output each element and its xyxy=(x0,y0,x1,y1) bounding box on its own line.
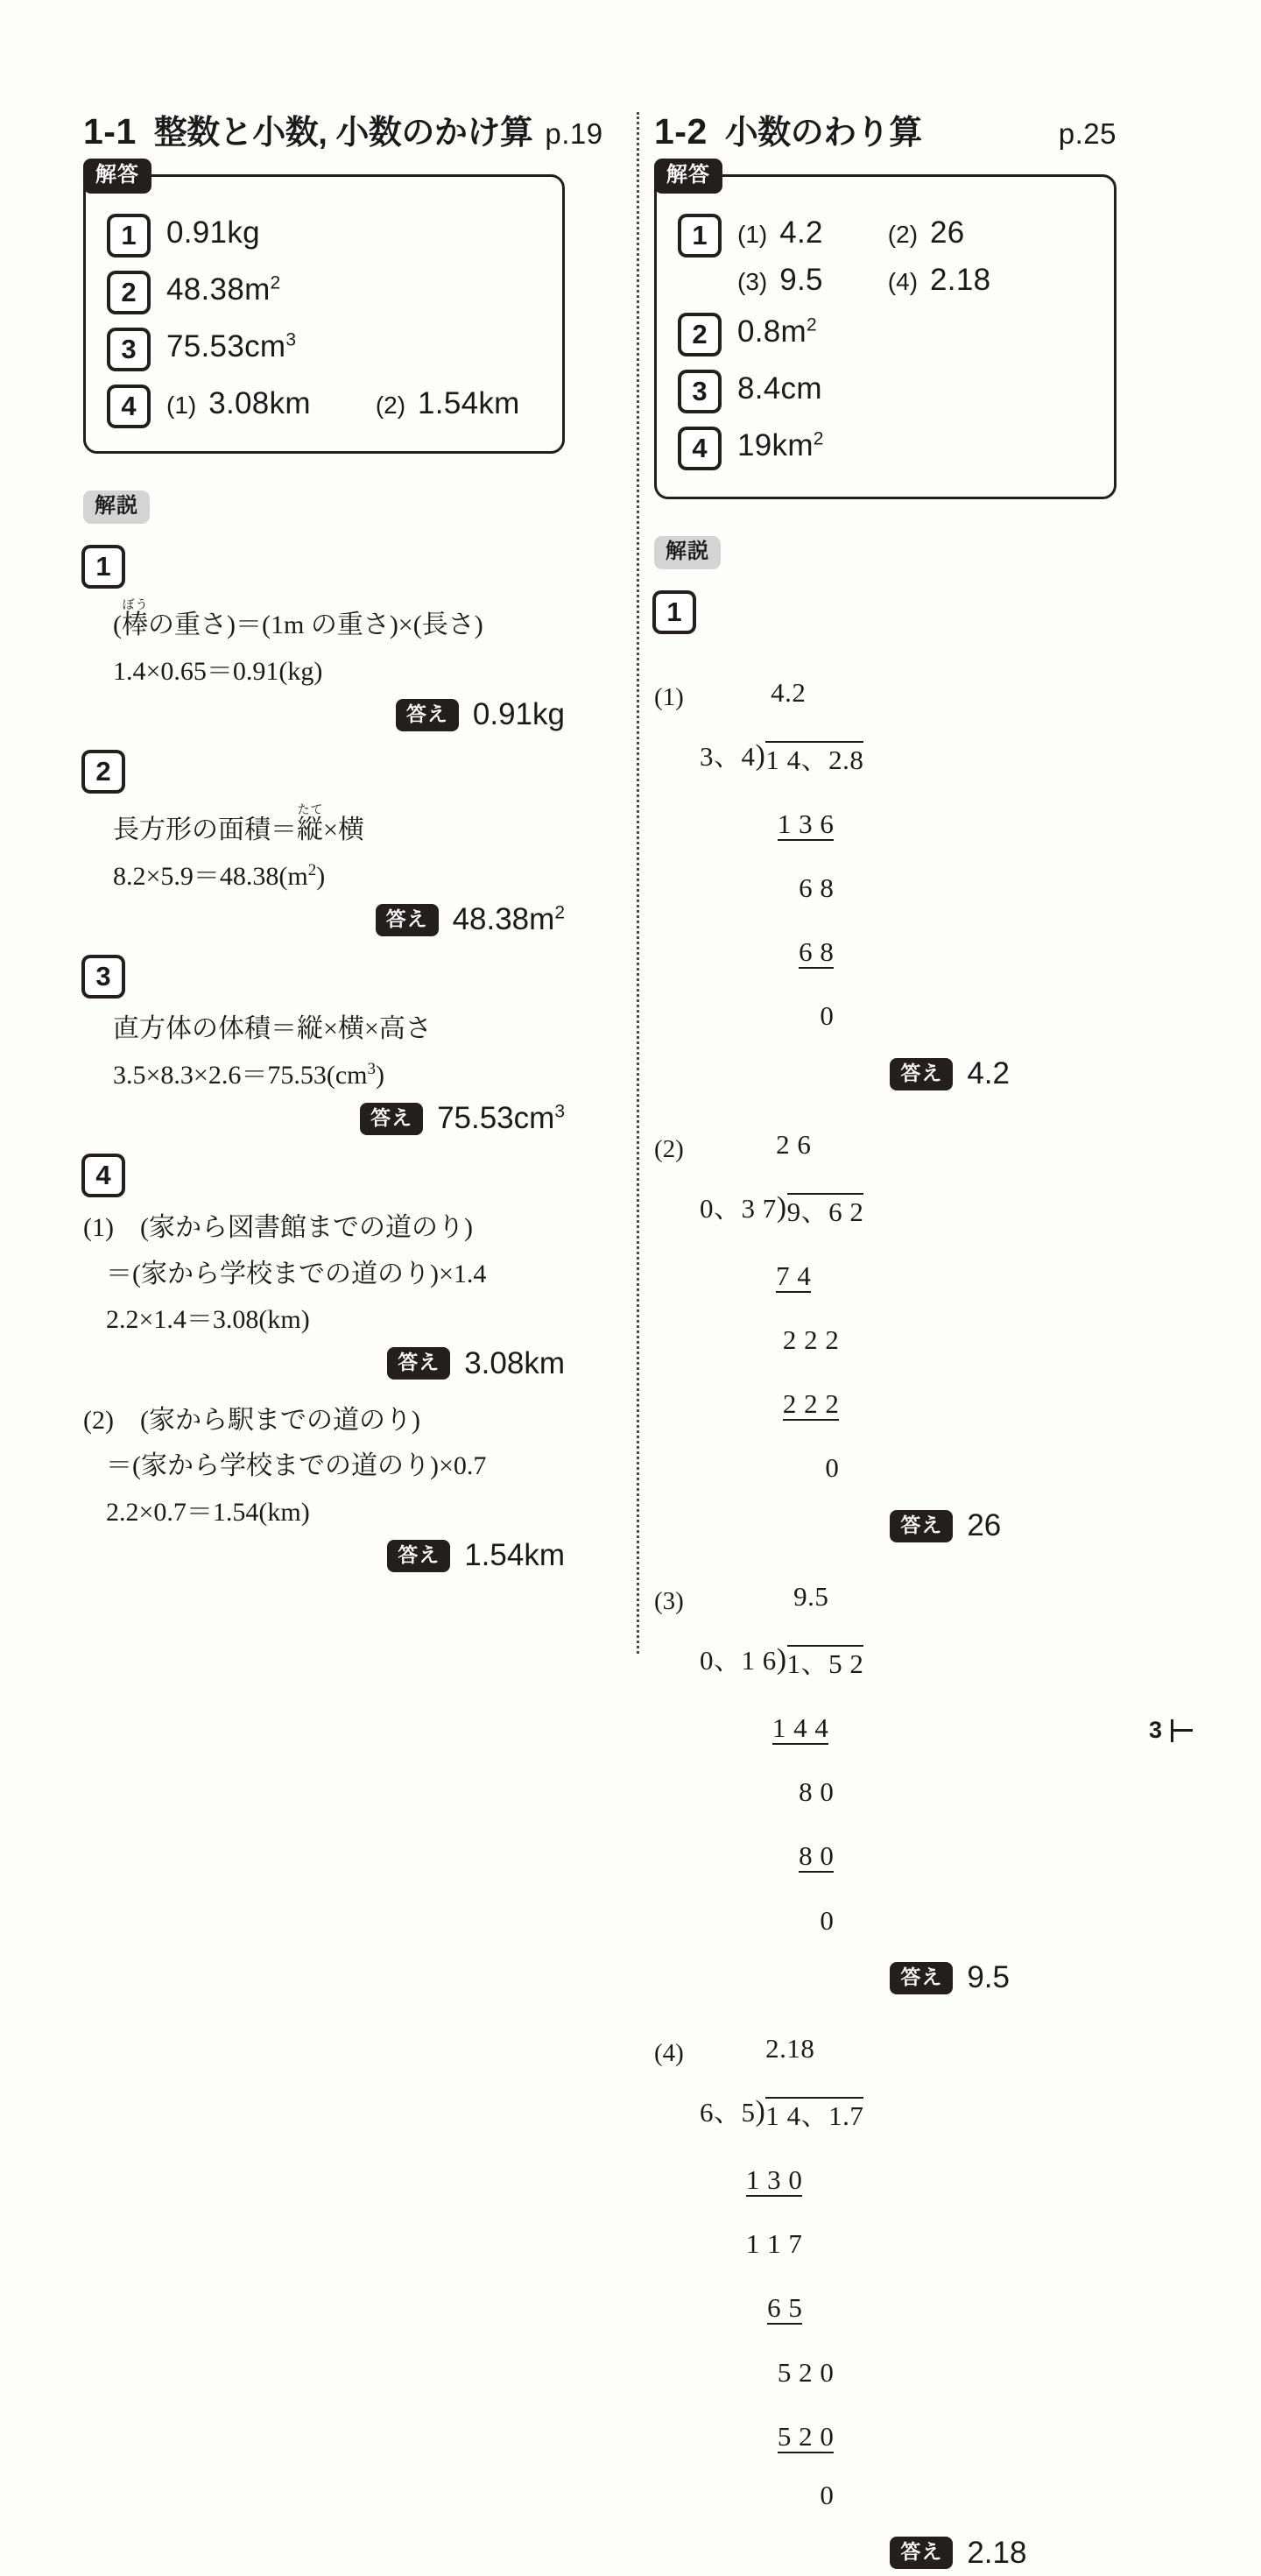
explanation-text xyxy=(113,1009,565,1096)
division-step: 6 8 xyxy=(799,872,835,904)
explanation-number-row xyxy=(83,547,565,587)
explanation-line: $8.2\times 5.9=48.38(m^2)$ xyxy=(113,860,326,891)
sub-part-label: (3) xyxy=(737,268,768,295)
section-header xyxy=(654,105,1117,153)
answer-sub-part xyxy=(888,263,991,298)
answer-tag-row xyxy=(890,1960,1010,1995)
explanation-number-row xyxy=(83,1155,565,1196)
answer-badge: 解答 xyxy=(83,159,151,194)
question-number-box: 4 xyxy=(83,1155,123,1196)
division-remainder: 0 xyxy=(825,1452,840,1484)
division-bracket: ) xyxy=(776,1190,787,1224)
answer-tag-row xyxy=(83,902,565,937)
sub-part-label: (2) xyxy=(375,392,406,419)
division-step: 1 1 7 xyxy=(745,2228,803,2260)
page-number: 3 xyxy=(1148,1717,1162,1743)
answer-value: 0.91kg xyxy=(166,215,260,250)
final-answer-value: 0.91kg xyxy=(472,697,565,731)
final-answer-value: 4.2 xyxy=(967,1056,1010,1091)
answer-value: $48.38m^2$ xyxy=(166,272,281,307)
answer-box xyxy=(654,174,1117,499)
explanation-line: (棒ぼうの重さ)＝(1m の重さ)×(長さ) xyxy=(113,599,483,639)
explanation-text xyxy=(83,1208,565,1341)
answer-tag-row xyxy=(83,1538,565,1573)
final-answer-value: 3.08km xyxy=(464,1345,565,1380)
question-number-box: 2 xyxy=(109,272,149,313)
explanation-line: 2.2×0.7＝1.54(km) xyxy=(106,1497,310,1527)
explanation-line: (1) (家から図書館までの道のり) xyxy=(83,1213,473,1242)
answer-unit-exponent: 3 xyxy=(285,329,297,350)
answer-box-wrapper xyxy=(654,163,1117,499)
section-page-ref: p.25 xyxy=(1058,117,1117,150)
dividend: 1 4、2.8 xyxy=(765,741,863,777)
sub-part-label: (1) xyxy=(737,221,768,248)
question-number-box: 4 xyxy=(680,428,720,469)
long-division-figure xyxy=(700,1549,863,2001)
section-page-ref: p.19 xyxy=(545,117,603,150)
long-division-item xyxy=(654,645,1117,1097)
answer-tag-row xyxy=(83,1346,565,1381)
divisor: 0、3 7 xyxy=(700,1192,777,1224)
final-answer-value: 26 xyxy=(967,1508,1002,1543)
division-remainder: 0 xyxy=(820,2479,835,2510)
division-bracket: ) xyxy=(776,1642,787,1676)
answer-body xyxy=(166,214,260,251)
division-bracket: ) xyxy=(755,738,766,772)
sub-part-label: (1) xyxy=(166,392,197,419)
section-number: 1-2 xyxy=(654,111,708,152)
answer-sub-parts xyxy=(737,263,990,298)
sub-part-value: 2.18 xyxy=(930,263,991,297)
divisor: 6、5 xyxy=(700,2097,756,2128)
answer-tag-row xyxy=(890,1508,1001,1543)
answer-row xyxy=(109,328,543,370)
explanation-number-row xyxy=(654,592,1117,632)
answer-box-wrapper xyxy=(83,163,565,454)
answer-body xyxy=(166,385,520,421)
question-number-box: 1 xyxy=(680,215,720,256)
explanation-text xyxy=(113,804,565,897)
answer-row xyxy=(680,214,1095,298)
answer-sub-parts xyxy=(737,215,990,251)
final-answer-value: $75.53cm^3$ xyxy=(437,1101,565,1135)
answer-tag-row xyxy=(890,1056,1010,1091)
division-label: (1) xyxy=(654,683,684,711)
explanation-block xyxy=(83,1155,565,1573)
divisor: 3、4 xyxy=(700,740,756,772)
answer-row xyxy=(680,370,1095,412)
answer-label-tag: 答え xyxy=(387,1347,450,1380)
division-step: 8 0 xyxy=(799,1840,835,1872)
quotient: 2.18 xyxy=(765,2032,815,2064)
question-number-box: 1 xyxy=(83,547,123,587)
long-division-item xyxy=(654,2001,1117,2575)
final-answer-value: 1.54km xyxy=(464,1538,565,1572)
answer-label-tag: 答え xyxy=(890,1510,953,1542)
explanation-line: 直方体の体積＝縦×横×高さ xyxy=(113,1014,432,1043)
answer-label-tag: 答え xyxy=(387,1540,450,1572)
answer-value: 8.4cm xyxy=(737,371,822,406)
explanation-block xyxy=(83,752,565,937)
long-division-figure xyxy=(700,645,863,1097)
answer-sub-parts xyxy=(166,386,520,421)
division-step: 1 3 0 xyxy=(745,2164,803,2196)
ruby-bou: 棒ぼう xyxy=(122,599,148,639)
sub-part-value: 26 xyxy=(930,215,965,250)
long-division-figure xyxy=(700,1097,863,1549)
page-dash-icon xyxy=(1173,1729,1193,1732)
answer-body xyxy=(737,313,817,349)
answer-label-tag: 答え xyxy=(396,699,459,731)
answer-unit-exponent: 2 xyxy=(270,272,281,293)
answer-sub-part xyxy=(737,215,823,251)
sub-part-label: (2) xyxy=(887,221,919,248)
explanation-line: 1.4×0.65＝0.91(kg) xyxy=(113,656,323,686)
answer-tag-row xyxy=(890,2536,1026,2571)
explanation-badge: 解説 xyxy=(654,536,721,569)
answer-body xyxy=(737,214,990,298)
sub-part-value: 9.5 xyxy=(779,263,823,297)
quotient: 2 6 xyxy=(776,1128,812,1160)
answer-body xyxy=(166,328,296,364)
explanation-line: $3.5\times 8.3\times 2.6=75.53(cm^3)$ xyxy=(113,1059,384,1090)
answer-label-tag: 答え xyxy=(890,1962,953,1994)
final-answer-value: $48.38m^2$ xyxy=(452,902,565,936)
division-step: 5 2 0 xyxy=(777,2356,835,2388)
answer-row xyxy=(109,385,543,427)
division-step: 7 4 xyxy=(776,1260,812,1291)
division-step: 1 4 4 xyxy=(771,1712,829,1744)
explanation-badge: 解説 xyxy=(83,490,150,524)
explanation-line: (2) (家から駅までの道のり) xyxy=(83,1405,420,1435)
answer-body xyxy=(166,271,281,307)
division-bracket: ) xyxy=(755,2095,766,2128)
answer-row xyxy=(680,427,1095,469)
question-number-box: 1 xyxy=(109,215,149,256)
section-1-2-column xyxy=(600,105,1117,2576)
long-division-item xyxy=(654,1097,1117,1549)
answer-body xyxy=(737,427,824,463)
division-label: (2) xyxy=(654,1135,684,1164)
dividend: 1、5 2 xyxy=(787,1645,864,1681)
sub-part-label: (4) xyxy=(887,268,919,295)
answer-value: $19km^2$ xyxy=(737,428,824,462)
question-number-box: 1 xyxy=(654,592,694,632)
answer-badge: 解答 xyxy=(654,159,722,194)
answer-value: $0.8m^2$ xyxy=(737,314,817,349)
section-title: 小数のわり算 xyxy=(724,115,922,152)
page-footer xyxy=(1149,1717,1193,1744)
question-number-box: 4 xyxy=(109,386,149,427)
section-1-1-column xyxy=(83,105,603,2576)
answer-row xyxy=(680,313,1095,355)
divisor: 0、1 6 xyxy=(700,1644,777,1676)
question-number-box: 3 xyxy=(83,956,123,997)
answer-body xyxy=(737,370,822,406)
explanation-section xyxy=(654,536,1117,2576)
answer-sub-part xyxy=(376,386,520,421)
explanation-block xyxy=(83,547,565,732)
quotient: 4.2 xyxy=(771,676,807,708)
division-step: 6 8 xyxy=(799,936,835,968)
section-header xyxy=(83,105,603,153)
division-step: 5 2 0 xyxy=(777,2420,835,2452)
final-answer-value: 2.18 xyxy=(967,2535,1027,2570)
answer-tag-row xyxy=(83,1101,565,1136)
dividend: 9、6 2 xyxy=(787,1193,864,1229)
division-remainder: 0 xyxy=(820,1904,835,1936)
division-step: 2 2 2 xyxy=(782,1388,840,1420)
answer-value: $75.53cm^3$ xyxy=(166,329,297,363)
final-answer-value: 9.5 xyxy=(967,1960,1010,1995)
section-title: 整数と小数, 小数のかけ算 xyxy=(153,115,533,152)
explanation-line: 2.2×1.4＝3.08(km) xyxy=(106,1305,310,1334)
explanation-block xyxy=(83,956,565,1136)
explanation-line: ＝(家から学校までの道のり)×1.4 xyxy=(106,1259,487,1288)
answer-sub-part xyxy=(888,215,965,251)
long-division-item xyxy=(654,1549,1117,2001)
division-label: (3) xyxy=(654,1587,684,1616)
explanation-text xyxy=(83,1401,565,1534)
question-number-box: 3 xyxy=(109,329,149,370)
sub-part-value: 4.2 xyxy=(779,215,823,250)
division-remainder: 0 xyxy=(820,1000,835,1032)
answer-label-tag: 答え xyxy=(890,2537,953,2569)
answer-sub-part xyxy=(737,263,823,298)
division-step: 1 3 6 xyxy=(777,808,835,839)
answer-row xyxy=(109,214,543,256)
division-label: (4) xyxy=(654,2039,684,2068)
sub-part-value: 1.54km xyxy=(418,386,520,420)
dividend: 1 4、1.7 xyxy=(765,2097,863,2133)
answer-row xyxy=(109,271,543,313)
division-step: 2 2 2 xyxy=(782,1324,840,1356)
question-number-box: 2 xyxy=(680,314,720,355)
answer-sub-part xyxy=(166,386,311,421)
question-number-box: 3 xyxy=(680,371,720,412)
answer-tag-row xyxy=(83,697,565,732)
explanation-line: 長方形の面積＝縦たて×横 xyxy=(113,804,364,844)
section-number: 1-1 xyxy=(83,111,137,152)
division-step: 6 5 xyxy=(767,2292,803,2324)
answer-label-tag: 答え xyxy=(890,1058,953,1090)
answer-label-tag: 答え xyxy=(376,904,439,936)
answer-box xyxy=(83,174,565,454)
quotient: 9.5 xyxy=(793,1580,829,1612)
long-division-figure xyxy=(700,2001,863,2575)
ruby-tate: 縦たて xyxy=(297,804,323,844)
explanation-section xyxy=(83,490,565,1573)
division-step: 8 0 xyxy=(799,1776,835,1808)
question-number-box: 2 xyxy=(83,752,123,792)
answer-label-tag: 答え xyxy=(360,1103,423,1135)
explanation-text xyxy=(113,599,565,692)
explanation-number-row xyxy=(83,956,565,997)
sub-part-value: 3.08km xyxy=(208,386,311,420)
explanation-line: ＝(家から学校までの道のり)×0.7 xyxy=(106,1451,487,1480)
explanation-number-row xyxy=(83,752,565,792)
